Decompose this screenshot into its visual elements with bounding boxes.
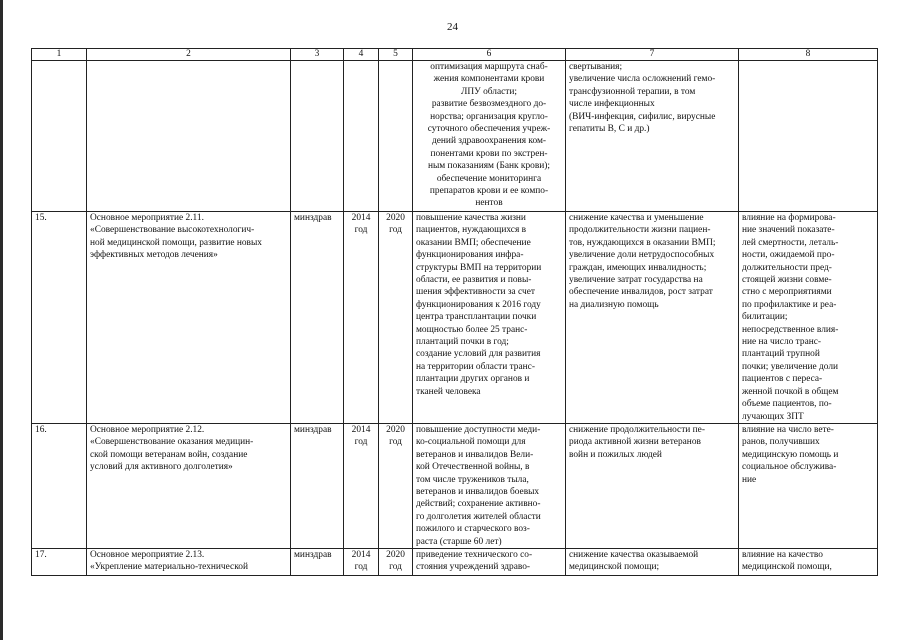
cell-text-line: снижение качества оказываемой — [569, 549, 699, 560]
cell-text-line: граждан, имеющих инвалидность; — [569, 262, 707, 273]
end-year-cell — [379, 212, 413, 424]
cell-text-line: 2014 — [351, 424, 371, 435]
expected-results-cell — [413, 423, 566, 548]
cell-text-line: ранов, получивших — [742, 437, 820, 448]
cell-text-line: ным показаниям (Банк крови); — [427, 161, 551, 172]
cell-text-line: ветеранов и инвалидов боевых — [416, 486, 540, 497]
cell-text-line: влияние на формирова- — [742, 213, 836, 223]
start-year-cell — [344, 212, 379, 424]
cell-text-line: лучающих ЗПТ — [742, 411, 804, 422]
cell-text-line: развитие безвозмездного до- — [431, 99, 547, 110]
start-year-cell — [344, 61, 379, 212]
cell-text-line: пожилого и старческого воз- — [416, 524, 530, 535]
cell-text-line: медицинскую помощь и — [742, 449, 839, 460]
cell-text-line: дений здравоохранения ком- — [431, 136, 547, 147]
cell-text-line: (ВИЧ-инфекция, сифилис, вирусные — [569, 111, 716, 122]
executor-cell: минздрав — [291, 423, 344, 548]
cell-text-line: оптимизация маршрута снаб- — [430, 62, 548, 72]
cell-text-line: лей смертности, леталь- — [742, 237, 839, 248]
cell-text-line: войн и пожилых людей — [569, 449, 662, 460]
cell-text-line: почки; увеличение доли — [742, 361, 839, 372]
cell-text-line: 2020 — [386, 549, 405, 560]
cell-text-line: норства; организация кругло- — [430, 111, 548, 122]
page-edge-shadow — [0, 0, 3, 640]
cell-text-line: том числе тружеников тыла, — [416, 474, 529, 485]
row-number-cell: 15. — [32, 212, 87, 424]
cell-text-line: Основное мероприятие 2.11. — [90, 213, 204, 223]
cell-text-line: медицинской помощи; — [569, 562, 660, 573]
column-header: 2 — [87, 49, 291, 61]
cell-text-line: кой Отечественной войны, в — [416, 462, 530, 473]
cell-text-line: эффективных методов лечения» — [90, 250, 218, 261]
cell-text-line: 2014 — [351, 549, 371, 560]
cell-text-line: «Укрепление материально-технической — [90, 562, 248, 573]
cell-text-line: медицинской помощи, — [742, 562, 832, 573]
cell-text-line: ной медицинской помощи, развитие новых — [90, 237, 262, 248]
cell-text-line: тканей человека — [416, 386, 481, 397]
cell-text-line: понентами крови по экстрен- — [430, 148, 548, 159]
cell-text-line: суточного обеспечения учреж- — [427, 124, 551, 135]
cell-text-line: снижение качества и уменьшение — [569, 213, 704, 223]
cell-text-line: 2014 — [351, 213, 371, 223]
cell-text-line: снижение продолжительности пе- — [569, 424, 705, 435]
cell-text-line: год — [354, 562, 368, 573]
cell-text-line: Основное мероприятие 2.13. — [90, 549, 205, 560]
cell-text-line: увеличение числа осложнений гемо- — [569, 74, 716, 85]
cell-text-line: раста (старше 60 лет) — [416, 536, 502, 547]
end-year-cell — [379, 61, 413, 212]
cell-text-line: билитации; — [742, 312, 788, 323]
consequences-cell — [566, 212, 739, 424]
program-activities-table — [31, 48, 878, 576]
cell-text-line: ко-социальной помощи для — [416, 437, 526, 448]
cell-text-line: мощностью более 25 транс- — [416, 324, 528, 335]
cell-text-line: плантации других органов и — [416, 374, 530, 385]
cell-text-line: го долголетия жителей области — [416, 511, 541, 522]
cell-text-line: препаратов крови и ее компо- — [429, 186, 549, 197]
table-row — [32, 212, 878, 424]
cell-text-line: год — [389, 437, 402, 448]
cell-text-line: ЛПУ области; — [460, 86, 518, 97]
cell-text-line: объеме пациентов, по- — [742, 399, 832, 410]
cell-text-line: ние — [742, 474, 757, 485]
cell-text-line: числе инфекционных — [569, 99, 655, 110]
row-number-cell: 17. — [32, 548, 87, 575]
end-year-cell — [379, 423, 413, 548]
column-header: 1 — [32, 49, 87, 61]
activity-cell — [87, 61, 291, 212]
cell-text-line: влияние на качество — [742, 549, 823, 560]
cell-text-line: обеспечение мониторинга — [436, 173, 542, 184]
consequences-cell — [566, 548, 739, 575]
cell-text-line: центра трансплантации почки — [416, 312, 537, 323]
cell-text-line: Основное мероприятие 2.12. — [90, 424, 205, 435]
expected-results-cell — [413, 61, 566, 212]
column-header: 4 — [344, 49, 379, 61]
cell-text-line: 2020 — [386, 213, 405, 223]
indicators-link-cell — [739, 212, 878, 424]
table-row — [32, 423, 878, 548]
cell-text-line: год — [389, 225, 402, 236]
cell-text-line: функционирования инфра- — [416, 250, 524, 261]
cell-text-line: на диализную помощь — [569, 299, 659, 310]
cell-text-line: ской помощи ветеранам войн, создание — [90, 449, 248, 460]
indicators-link-cell — [739, 61, 878, 212]
cell-text-line: влияние на число вете- — [742, 424, 834, 435]
cell-text-line: по профилактике и реа- — [742, 299, 837, 310]
cell-text-line: год — [389, 562, 402, 573]
column-header: 8 — [739, 49, 878, 61]
column-header: 5 — [379, 49, 413, 61]
cell-text-line: трансфузионной терапии, в том — [569, 86, 696, 97]
expected-results-cell — [413, 212, 566, 424]
cell-text-line: «Совершенствование оказания медицин- — [90, 437, 254, 448]
cell-text-line: условий для активного долголетия» — [90, 462, 233, 473]
cell-text-line: увеличение затрат государства на — [569, 275, 703, 286]
cell-text-line: 2020 — [386, 424, 405, 435]
cell-text-line: повышение качества жизни — [416, 213, 526, 223]
row-number-cell — [32, 61, 87, 212]
cell-text-line: продолжительности жизни пациен- — [569, 225, 711, 236]
cell-text-line: повышение доступности меди- — [416, 424, 541, 435]
consequences-cell — [566, 61, 739, 212]
end-year-cell — [379, 548, 413, 575]
cell-text-line: пациентов с переса- — [742, 374, 823, 385]
cell-text-line: риода активной жизни ветеранов — [569, 437, 701, 448]
cell-text-line: «Совершенствование высокотехнологич- — [90, 225, 255, 236]
cell-text-line: функционирования к 2016 году — [416, 299, 541, 310]
cell-text-line: плантаций почки в год; — [416, 337, 509, 348]
start-year-cell — [344, 548, 379, 575]
cell-text-line: стояния учреждений здраво- — [416, 562, 531, 573]
cell-text-line: действий; сохранение активно- — [416, 499, 541, 510]
executor-cell: минздрав — [291, 548, 344, 575]
cell-text-line: год — [354, 225, 368, 236]
cell-text-line: стоящей жизни совме- — [742, 275, 832, 286]
expected-results-cell — [413, 548, 566, 575]
cell-text-line: обеспечение инвалидов, рост затрат — [569, 287, 713, 298]
row-number-cell: 16. — [32, 423, 87, 548]
cell-text-line: должительности пред- — [742, 262, 832, 273]
activity-cell — [87, 423, 291, 548]
cell-text-line: ние значений показате- — [742, 225, 835, 236]
cell-text-line: шения эффективности за счет — [416, 287, 535, 298]
cell-text-line: женной почкой в общем — [742, 386, 839, 397]
table-row — [32, 61, 878, 212]
cell-text-line: ности, ожидаемой про- — [742, 250, 835, 261]
cell-text-line: нентов — [475, 198, 503, 209]
cell-text-line: год — [354, 437, 368, 448]
cell-text-line: непосредственное влия- — [742, 324, 839, 335]
cell-text-line: ние на число транс- — [742, 337, 822, 348]
activity-cell — [87, 548, 291, 575]
executor-cell — [291, 61, 344, 212]
table-row — [32, 548, 878, 575]
consequences-cell — [566, 423, 739, 548]
cell-text-line: структуры ВМП на территории — [416, 262, 542, 273]
page-number: 24 — [447, 21, 458, 33]
indicators-link-cell — [739, 423, 878, 548]
activity-cell — [87, 212, 291, 424]
column-header: 6 — [413, 49, 566, 61]
cell-text-line: области, ее развития и повы- — [416, 275, 532, 286]
cell-text-line: увеличение доли нетрудоспособных — [569, 250, 715, 261]
column-header: 3 — [291, 49, 344, 61]
cell-text-line: на территории области транс- — [416, 361, 535, 372]
cell-text-line: тов, нуждающихся в оказании ВМП; — [569, 237, 716, 248]
column-number-row — [32, 49, 878, 61]
indicators-link-cell — [739, 548, 878, 575]
start-year-cell — [344, 423, 379, 548]
cell-text-line: оказании ВМП; обеспечение — [416, 237, 531, 248]
executor-cell: минздрав — [291, 212, 344, 424]
cell-text-line: гепатиты В, С и др.) — [569, 124, 650, 135]
cell-text-line: свертывания; — [569, 62, 623, 72]
cell-text-line: стно с мероприятиями — [742, 287, 832, 298]
cell-text-line: социальное обслужива- — [742, 462, 837, 473]
cell-text-line: создание условий для развития — [416, 349, 541, 360]
cell-text-line: приведение технического со- — [416, 549, 533, 560]
cell-text-line: жения компонентами крови — [433, 74, 545, 85]
column-header: 7 — [566, 49, 739, 61]
cell-text-line: плантаций трупной — [742, 349, 820, 360]
cell-text-line: ветеранов и инвалидов Вели- — [416, 449, 534, 460]
cell-text-line: пациентов, нуждающихся в — [416, 225, 527, 236]
